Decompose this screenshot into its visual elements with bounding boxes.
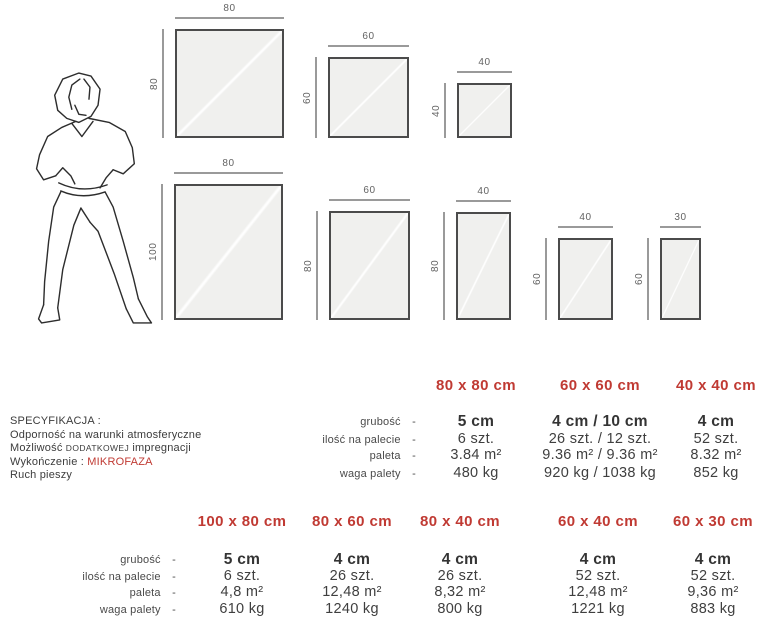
tile-width-dimension-line xyxy=(174,172,283,174)
tile-height-dimension-line xyxy=(443,212,445,320)
tile-width-dimension-line xyxy=(457,71,512,73)
value-cell: 52 szt. xyxy=(693,431,739,447)
spec-line-traffic: Ruch pieszy xyxy=(10,469,73,481)
value-cell: 610 kg xyxy=(219,601,265,617)
tile-height-label: 80 xyxy=(303,259,314,272)
value-cell: 6 szt. xyxy=(457,431,495,447)
value-cell: 26 szt. / 12 szt. xyxy=(548,431,652,447)
value-cell: 4,8 m² xyxy=(220,584,264,600)
tile-width-dimension-line xyxy=(328,45,409,47)
tile-diagram-80x40 xyxy=(430,186,511,320)
row-label-grubość: grubość - xyxy=(120,554,176,566)
value-cell: 5 cm xyxy=(223,551,261,568)
tile-width-label: 80 xyxy=(222,158,235,169)
tile-diagram-80x80 xyxy=(149,3,284,138)
value-cell: 3.84 m² xyxy=(450,447,502,463)
tile-shape xyxy=(175,29,284,138)
tile-width-label: 30 xyxy=(674,212,687,223)
tile-diagram-60x40 xyxy=(532,212,613,320)
tile-height-dimension-line xyxy=(316,211,318,320)
tile-height-label: 100 xyxy=(148,242,159,262)
row-label-paleta: paleta - xyxy=(369,450,416,462)
size-header: 60 x 40 cm xyxy=(558,513,638,530)
spec-line-atmospheric: Odporność na warunki atmosferyczne xyxy=(10,428,202,441)
tile-shape xyxy=(558,238,613,320)
value-cell: 1240 kg xyxy=(325,601,379,617)
tile-diagram-80x60 xyxy=(303,185,410,320)
row-label-waga-palety: waga palety - xyxy=(99,604,176,616)
value-cell: 52 szt. xyxy=(690,568,736,584)
tile-width-label: 80 xyxy=(223,3,236,14)
tile-height-dimension-line xyxy=(315,57,317,138)
tile-height-dimension-line xyxy=(161,184,163,320)
tile-width-label: 40 xyxy=(478,57,491,68)
value-cell: 852 kg xyxy=(693,465,739,481)
value-cell: 4 cm xyxy=(441,551,479,568)
tile-width-label: 60 xyxy=(362,31,375,42)
value-cell: 8,32 m² xyxy=(434,584,486,600)
value-cell: 4 cm xyxy=(333,551,371,568)
tile-width-dimension-line xyxy=(660,226,701,228)
tile-shape xyxy=(329,211,410,320)
tile-shape xyxy=(174,184,283,320)
size-header: 80 x 60 cm xyxy=(312,513,392,530)
row-label-ilość-na-palecie: ilość na palecie - xyxy=(322,434,416,446)
value-cell: 4 cm xyxy=(694,551,732,568)
size-header: 60 x 30 cm xyxy=(673,513,753,530)
value-cell: 26 szt. xyxy=(329,568,375,584)
value-cell: 480 kg xyxy=(453,465,499,481)
tile-width-dimension-line xyxy=(175,17,284,19)
tile-width-label: 60 xyxy=(363,185,376,196)
row-label-paleta: paleta - xyxy=(129,587,176,599)
size-header: 40 x 40 cm xyxy=(676,377,756,394)
value-cell: 8.32 m² xyxy=(690,447,742,463)
tile-diagram-60x30 xyxy=(634,212,701,320)
value-cell: 9.36 m² / 9.36 m² xyxy=(542,447,658,463)
tile-width-label: 40 xyxy=(579,212,592,223)
tile-height-dimension-line xyxy=(444,83,446,138)
size-header: 60 x 60 cm xyxy=(560,377,640,394)
finish-value: MIKROFAZA xyxy=(87,455,153,468)
woman-figure-sketch xyxy=(32,70,156,330)
specification-block xyxy=(10,415,201,483)
tile-diagram-60x60 xyxy=(302,31,409,138)
tile-height-label: 60 xyxy=(634,272,645,286)
value-cell: 4 cm xyxy=(579,551,617,568)
value-cell: 26 szt. xyxy=(437,568,483,584)
value-cell: 4 cm xyxy=(697,413,735,430)
value-cell: 5 cm xyxy=(457,413,495,430)
value-cell: 12,48 m² xyxy=(322,584,382,600)
value-cell: 12,48 m² xyxy=(568,584,628,600)
tile-diagram-100x80 xyxy=(148,158,283,320)
row-label-waga-palety: waga palety - xyxy=(339,468,416,480)
tile-height-label: 40 xyxy=(431,104,442,117)
value-cell: 6 szt. xyxy=(223,568,261,584)
spec-title: SPECYFIKACJA : xyxy=(10,415,101,427)
tile-height-dimension-line xyxy=(647,238,649,320)
tile-height-dimension-line xyxy=(545,238,547,320)
row-label-grubość: grubość - xyxy=(360,416,416,428)
size-header: 80 x 40 cm xyxy=(420,513,500,530)
tile-height-label: 80 xyxy=(149,77,160,90)
tile-diagram-40x40 xyxy=(431,57,512,138)
value-cell: 4 cm / 10 cm xyxy=(552,413,648,430)
tile-shape xyxy=(456,212,511,320)
tile-height-label: 80 xyxy=(430,259,441,273)
tile-shape xyxy=(328,57,409,138)
tile-shape xyxy=(457,83,512,138)
size-header: 100 x 80 cm xyxy=(197,513,287,530)
row-label-ilość-na-palecie: ilość na palecie - xyxy=(82,571,176,583)
size-header: 80 x 80 cm xyxy=(436,377,516,394)
tile-width-label: 40 xyxy=(477,186,490,197)
tile-width-dimension-line xyxy=(456,200,511,202)
value-cell: 883 kg xyxy=(690,601,736,617)
tile-width-dimension-line xyxy=(329,199,410,201)
tile-width-dimension-line xyxy=(558,226,613,228)
spec-line-impregnation: Możliwość DODATKOWEJ impregnacji xyxy=(10,442,191,454)
tile-height-dimension-line xyxy=(162,29,164,138)
value-cell: 52 szt. xyxy=(575,568,621,584)
tile-height-label: 60 xyxy=(302,91,313,104)
value-cell: 800 kg xyxy=(437,601,483,617)
tile-shape xyxy=(660,238,701,320)
tile-height-label: 60 xyxy=(532,272,543,286)
spec-line-finish: Wykończenie : MIKROFAZA xyxy=(10,455,153,468)
value-cell: 920 kg / 1038 kg xyxy=(543,465,657,481)
value-cell: 1221 kg xyxy=(571,601,625,617)
value-cell: 9,36 m² xyxy=(687,584,739,600)
